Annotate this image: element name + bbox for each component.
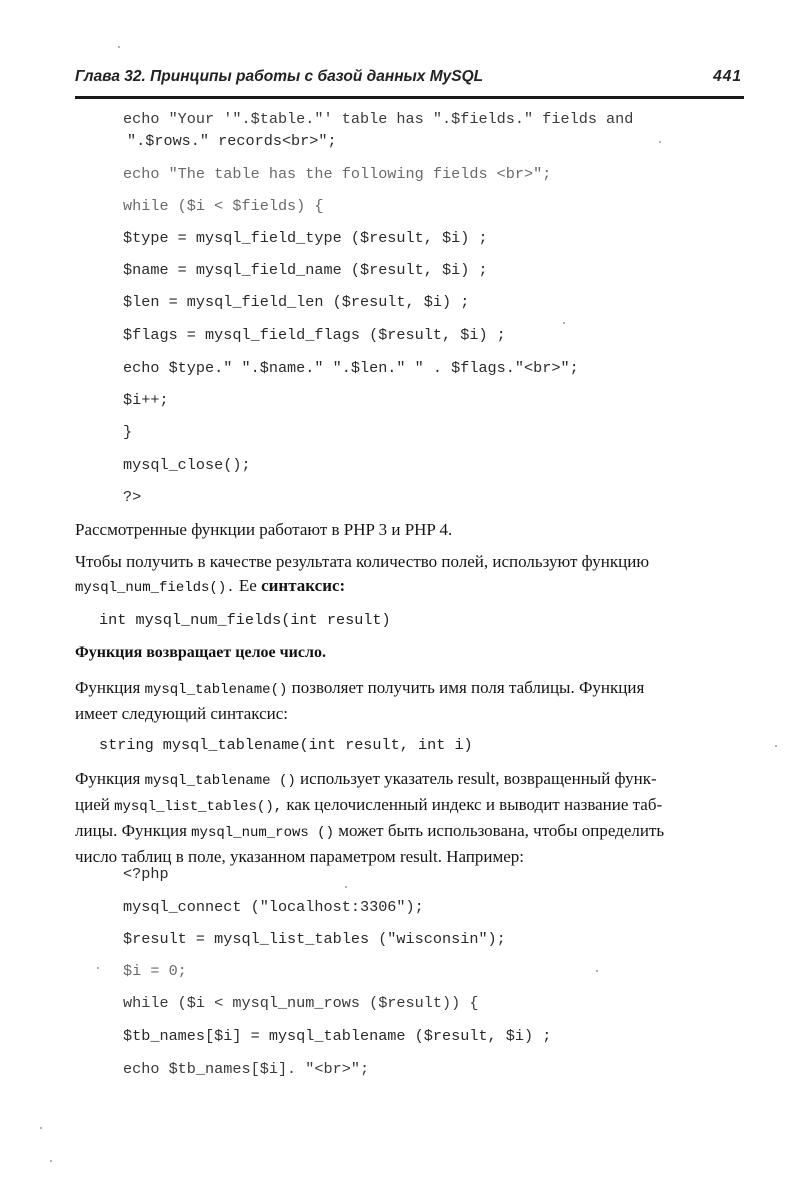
code-line: ?> xyxy=(123,488,142,506)
paragraph-text: число таблиц в поле, указанном параметром result. Например: xyxy=(75,847,525,866)
paragraph-text: имеет следующий синтаксис: xyxy=(75,704,289,723)
code-line: $name = mysql_field_name ($result, $i) ; xyxy=(123,261,488,279)
scan-speck xyxy=(775,745,777,747)
function-name: mysql_num_rows () xyxy=(191,825,334,841)
header-rule xyxy=(75,96,744,99)
code-line: while ($i < mysql_num_rows ($result)) { xyxy=(123,994,479,1012)
note: Функция возвращает целое число. xyxy=(75,644,326,661)
code-line: $flags = mysql_field_flags ($result, $i) ; xyxy=(123,326,506,344)
emphasis: синтаксис: xyxy=(261,576,346,595)
code-line: mysql_close(); xyxy=(123,456,251,474)
scan-speck xyxy=(659,141,661,143)
paragraph-text: лицы. Функция xyxy=(75,821,192,840)
function-name: mysql_tablename() xyxy=(144,682,288,698)
paragraph xyxy=(75,676,745,726)
paragraph-text: позволяет получить имя поля таблицы. Функция xyxy=(287,678,645,697)
paragraph-text: Ее xyxy=(234,576,262,595)
scan-speck xyxy=(40,1127,42,1129)
chapter-title: Глава 32. Принципы работы с базой данных MySQL xyxy=(75,68,484,85)
page-number: 441 xyxy=(713,68,742,85)
code-line: ".$rows." records<br>"; xyxy=(127,132,337,150)
code-line: $i++; xyxy=(123,391,169,409)
code-line: $type = mysql_field_type ($result, $i) ; xyxy=(123,229,488,247)
function-name: mysql_list_tables(), xyxy=(114,799,283,815)
code-line: $result = mysql_list_tables ("wisconsin"); xyxy=(123,930,506,948)
code-line: echo "The table has the following fields <br>"; xyxy=(123,165,552,183)
paragraph-text: может быть использована, чтобы определить xyxy=(333,821,665,840)
paragraph-text: Чтобы получить в качестве результата количество полей, используют функцию xyxy=(75,552,650,571)
paragraph xyxy=(75,767,745,869)
paragraph xyxy=(75,550,745,600)
running-header xyxy=(75,68,742,86)
code-line: } xyxy=(123,423,133,441)
scan-speck xyxy=(118,46,120,48)
paragraph-text: как целочисленный индекс и выводит название таб- xyxy=(282,795,663,814)
syntax-line: string mysql_tablename(int result, int i) xyxy=(99,736,473,754)
function-name: mysql_num_fields(). xyxy=(75,580,235,596)
code-line: echo "Your '".$table."' table has ".$fields." fields and xyxy=(123,110,634,128)
paragraph: Рассмотренные функции работают в PHP 3 и PHP 4. xyxy=(75,520,453,539)
code-line: $len = mysql_field_len ($result, $i) ; xyxy=(123,293,470,311)
syntax-line: int mysql_num_fields(int result) xyxy=(99,611,391,629)
scan-speck xyxy=(97,967,99,969)
paragraph-text: Функция xyxy=(75,769,145,788)
scan-speck xyxy=(563,322,565,324)
scan-speck xyxy=(50,1160,52,1162)
code-line: mysql_connect ("localhost:3306"); xyxy=(123,898,424,916)
code-line: echo $type." ".$name." ".$len." " . $flags."<br>"; xyxy=(123,359,579,377)
scan-speck xyxy=(345,886,347,888)
paragraph-text: использует указатель result, возвращенный функ- xyxy=(295,769,657,788)
code-line: $tb_names[$i] = mysql_tablename ($result, $i) ; xyxy=(123,1027,552,1045)
code-line: echo $tb_names[$i]. "<br>"; xyxy=(123,1060,370,1078)
paragraph-text: Функция xyxy=(75,678,145,697)
code-line: while ($i < $fields) { xyxy=(123,197,324,215)
code-line: <?php xyxy=(123,865,169,883)
code-line: $i = 0; xyxy=(123,962,187,980)
scan-speck xyxy=(596,970,598,972)
paragraph-text: цией xyxy=(75,795,115,814)
function-name: mysql_tablename () xyxy=(144,773,296,789)
